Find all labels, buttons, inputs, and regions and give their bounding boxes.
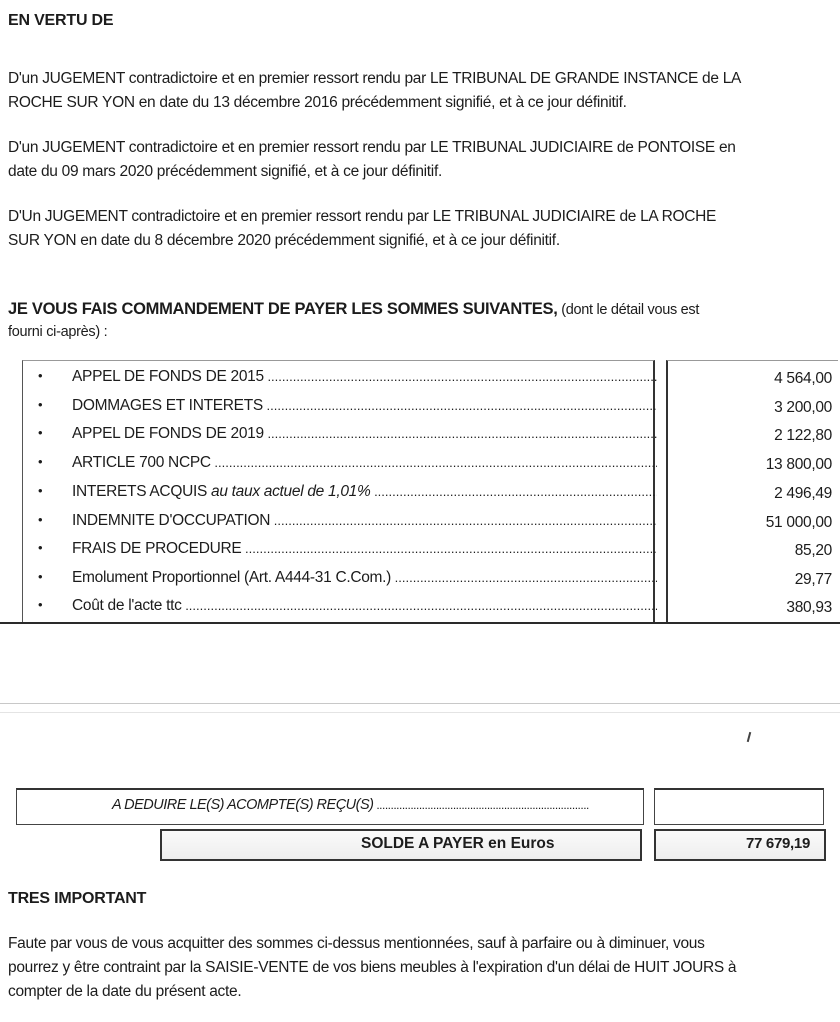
item-row <box>22 395 836 423</box>
paragraph-line: D'un JUGEMENT contradictoire et en premier ressort rendu par LE TRIBUNAL DE GRANDE INSTANCE de LA <box>8 70 742 87</box>
item-amount: 13 800,00 <box>765 456 832 473</box>
item-label <box>72 597 657 615</box>
item-row <box>22 595 836 623</box>
item-label-text: Emolument Proportionnel (Art. A444-31 C.Com.) <box>72 569 392 586</box>
item-row <box>22 423 836 451</box>
page-fold-line <box>0 712 840 713</box>
solde-label-box <box>160 829 642 861</box>
important-paragraph <box>8 932 836 1004</box>
deduction-label: A DEDUIRE LE(S) ACOMPTE(S) REÇU(S) ..... <box>112 797 589 813</box>
section-heading-tres-important: TRES IMPORTANT <box>8 890 147 907</box>
item-row <box>22 481 836 509</box>
paragraph-line: compter de la date du présent acte. <box>8 983 242 1000</box>
item-amount: 4 564,00 <box>774 370 832 387</box>
item-amount: 85,20 <box>794 542 832 559</box>
item-label <box>72 397 657 415</box>
item-label-italic: au taux actuel de 1,01% <box>211 483 371 500</box>
paragraph-judgment-2 <box>8 136 836 184</box>
paragraph-line: D'un JUGEMENT contradictoire et en premier ressort rendu par LE TRIBUNAL JUDICIAIRE de PONTOISE en <box>8 139 736 156</box>
item-label-text: INDEMNITE D'OCCUPATION <box>72 512 271 529</box>
item-row <box>22 567 836 595</box>
bullet-icon: • <box>38 512 43 527</box>
solde-amount-box <box>654 829 826 861</box>
item-row <box>22 366 836 394</box>
command-paragraph <box>8 298 836 343</box>
command-bold-text: JE VOUS FAIS COMMANDEMENT DE PAYER LES SOMMES SUIVANTES, <box>8 300 558 318</box>
deduction-label-box <box>16 788 644 825</box>
item-label <box>72 454 657 472</box>
item-label <box>72 425 657 443</box>
item-amount: 2 496,49 <box>774 485 832 502</box>
command-line-2: fourni ci-après) : <box>8 324 108 340</box>
item-label <box>72 540 657 558</box>
deduction-amount-box <box>654 788 824 825</box>
item-label-text: ARTICLE 700 NCPC <box>72 454 211 471</box>
solde-label: SOLDE A PAYER en Euros <box>361 835 555 852</box>
page-fold-line <box>0 703 840 704</box>
bullet-icon: • <box>38 597 43 612</box>
paragraph-line: date du 09 mars 2020 précédemment signifié, et à ce jour définitif. <box>8 163 442 180</box>
section-heading-en-vertu-de: EN VERTU DE <box>8 12 114 29</box>
item-amount: 380,93 <box>786 599 832 616</box>
paragraph-line: D'Un JUGEMENT contradictoire et en premier ressort rendu par LE TRIBUNAL JUDICIAIRE de LA ROCHE <box>8 208 717 225</box>
item-label-text: APPEL DE FONDS DE 2019 <box>72 425 264 442</box>
item-label <box>72 368 657 386</box>
item-amount: 2 122,80 <box>774 427 832 444</box>
scan-speck <box>747 732 752 742</box>
item-label <box>72 569 657 587</box>
item-label <box>72 512 657 530</box>
bullet-icon: • <box>38 454 43 469</box>
item-label-text: Coût de l'acte ttc <box>72 597 182 614</box>
item-row <box>22 510 836 538</box>
item-label-text: INTERETS ACQUIS <box>72 483 212 500</box>
paragraph-judgment-1 <box>8 67 836 115</box>
item-label-text: DOMMAGES ET INTERETS <box>72 397 263 414</box>
bullet-icon: • <box>38 425 43 440</box>
bullet-icon: • <box>38 368 43 383</box>
item-amount: 3 200,00 <box>774 399 832 416</box>
paragraph-line: SUR YON en date du 8 décembre 2020 précédemment signifié, et à ce jour définitif. <box>8 232 560 249</box>
bullet-icon: • <box>38 397 43 412</box>
paragraph-line: Faute par vous de vous acquitter des sommes ci-dessus mentionnées, sauf à parfaire ou à diminuer, vous <box>8 935 705 952</box>
solde-amount: 77 679,19 <box>745 835 810 852</box>
item-label-text: APPEL DE FONDS DE 2015 <box>72 368 264 385</box>
item-row <box>22 538 836 566</box>
bullet-icon: • <box>38 569 43 584</box>
item-label <box>72 483 657 501</box>
item-amount: 51 000,00 <box>765 514 832 531</box>
item-amount: 29,77 <box>794 571 832 588</box>
bullet-icon: • <box>38 540 43 555</box>
item-row <box>22 452 836 480</box>
paragraph-judgment-3 <box>8 205 836 253</box>
paragraph-line: pourrez y être contraint par la SAISIE-VENTE de vos biens meubles à l'expiration d'un délai de HUIT JOURS à <box>8 959 737 976</box>
item-label-text: FRAIS DE PROCEDURE <box>72 540 242 557</box>
bullet-icon: • <box>38 483 43 498</box>
paragraph-line: ROCHE SUR YON en date du 13 décembre 2016 précédemment signifié, et à ce jour définitif. <box>8 94 627 111</box>
command-normal-text: (dont le détail vous est <box>557 302 700 318</box>
